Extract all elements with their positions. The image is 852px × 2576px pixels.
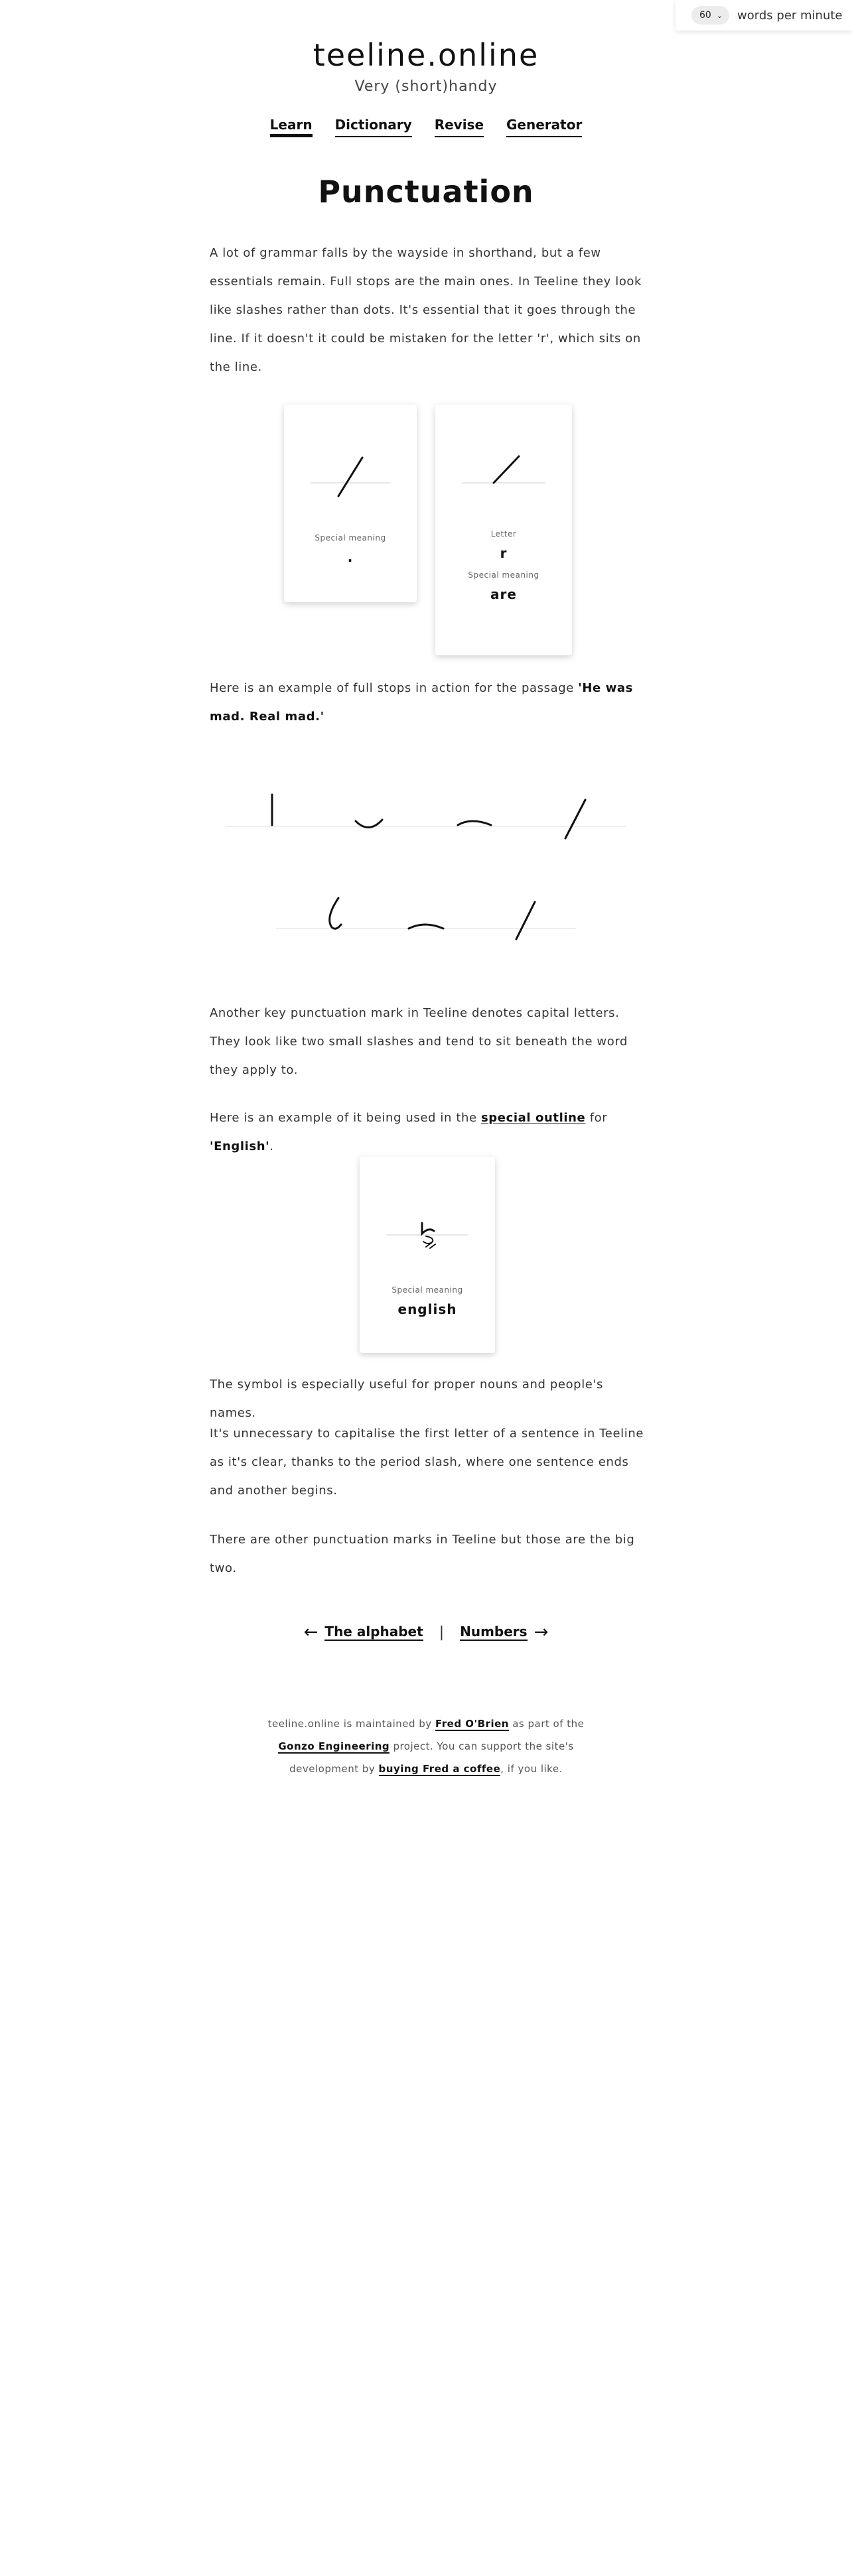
special-outline-link[interactable]: special outline — [480, 1111, 586, 1125]
footer-text-2: as part of the — [508, 1718, 585, 1730]
letter-r-outline-icon — [435, 405, 572, 504]
card-letter-label: Letter — [490, 529, 517, 539]
footer-text-4: , if you like. — [500, 1763, 563, 1775]
author-link[interactable]: Fred O'Brien — [435, 1718, 509, 1730]
card-meaning-value: are — [490, 586, 517, 602]
capitalise-paragraph: It's unnecessary to capitalise the first letter of a sentence in Teeline as it's clear, thanks to the period slash, where one sentence ends and another begins. — [210, 1427, 644, 1498]
nav-revise[interactable]: Revise — [435, 117, 484, 137]
example-passage: 'He was mad. Real mad.' — [210, 681, 633, 724]
nav-learn[interactable]: Learn — [270, 117, 313, 137]
main-nav — [0, 117, 852, 137]
wpm-label: words per minute — [737, 8, 843, 23]
chevron-down-icon: ⌄ — [716, 11, 723, 20]
other-marks-paragraph: There are other punctuation marks in Teeline but those are the big two. — [210, 1533, 635, 1575]
english-middle: for — [585, 1111, 608, 1125]
wpm-select[interactable] — [691, 6, 729, 25]
card-meaning-label: Special meaning — [391, 1285, 463, 1295]
prev-lesson-link[interactable]: The alphabet — [324, 1624, 423, 1640]
capital-paragraph: Another key punctuation mark in Teeline denotes capital letters. They look like two small slashes and tend to sit beneath the word they apply to. — [210, 1006, 628, 1077]
english-outline-icon — [360, 1157, 495, 1256]
card-meaning-label: Special meaning — [468, 570, 539, 580]
coffee-link[interactable]: buying Fred a coffee — [378, 1763, 501, 1775]
lesson-pager — [0, 1622, 852, 1642]
site-title[interactable]: teeline.online — [313, 37, 539, 73]
nav-generator[interactable]: Generator — [506, 117, 582, 137]
site-footer — [255, 1712, 597, 1780]
page-title: Punctuation — [318, 174, 534, 210]
card-meaning-label: Special meaning — [315, 533, 386, 543]
english-suffix: . — [269, 1139, 274, 1153]
footer-text-1: teeline.online is maintained by — [267, 1718, 435, 1730]
passage-line-1-outline — [0, 783, 852, 842]
english-paragraph — [210, 1104, 648, 1161]
arrow-right-icon: → — [533, 1622, 549, 1642]
card-letter-value: r — [500, 545, 508, 561]
project-link[interactable]: Gonzo Engineering — [278, 1740, 390, 1752]
arrow-left-icon: ← — [303, 1622, 319, 1642]
english-prefix: Here is an example of it being used in the — [210, 1111, 481, 1125]
pager-separator: | — [439, 1624, 445, 1641]
outline-card-r[interactable] — [435, 405, 572, 655]
english-word: 'English' — [210, 1139, 270, 1153]
outline-card-english[interactable] — [360, 1157, 495, 1353]
outline-card-full-stop[interactable] — [284, 405, 417, 602]
wpm-value: 60 — [699, 10, 711, 21]
next-lesson-link[interactable]: Numbers — [460, 1624, 528, 1640]
card-meaning-value: . — [347, 549, 354, 565]
proper-nouns-paragraph: The symbol is especially useful for proper nouns and people's names. — [210, 1378, 604, 1420]
footer-text-3: project. You can support the site's development by — [289, 1740, 574, 1775]
intro-paragraph: A lot of grammar falls by the wayside in shorthand, but a few essentials remain. Full stops are the main ones. In Teeline they look like slashes rather than dots. It's essential that it goes through the line. If it doesn't it could be mistaken for the letter 'r', which sits on the line. — [210, 246, 642, 374]
example-prefix: Here is an example of full stops in action for the passage — [210, 681, 579, 695]
site-header — [0, 37, 852, 95]
site-tagline: Very (short)handy — [354, 78, 498, 95]
passage-line-2-outline — [0, 891, 852, 951]
speed-widget — [675, 0, 852, 31]
example-paragraph — [210, 674, 648, 731]
nav-dictionary[interactable]: Dictionary — [335, 117, 412, 137]
card-meaning-value: english — [397, 1301, 457, 1317]
full-stop-outline-icon — [284, 405, 417, 504]
